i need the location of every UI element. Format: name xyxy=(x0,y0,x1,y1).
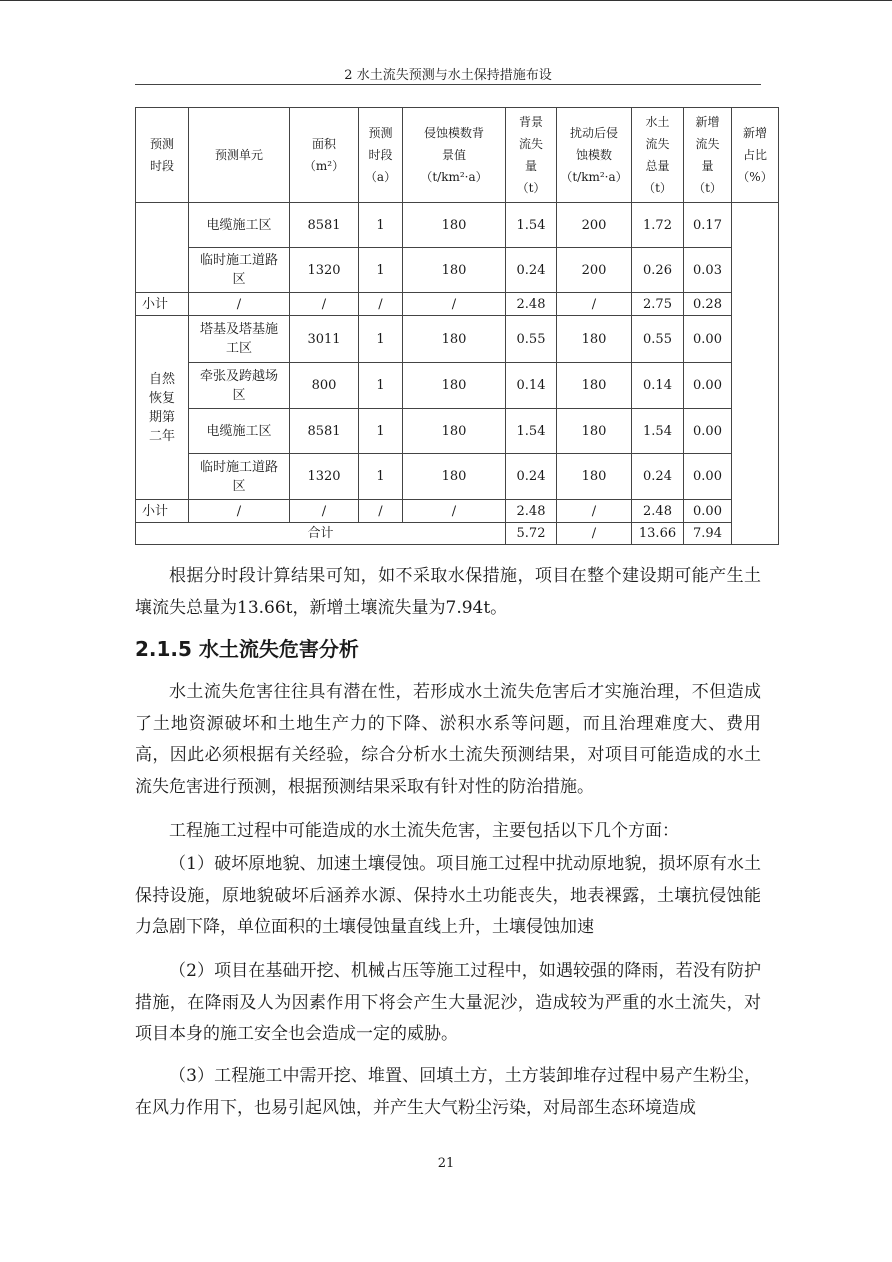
cell-bg-modulus: 180 xyxy=(403,203,506,248)
cell-unit: 电缆施工区 xyxy=(189,409,290,454)
cell-disturbed-modulus: 180 xyxy=(557,454,632,500)
header-duration: 预测 时段 （a） xyxy=(359,108,403,203)
header-unit: 预测单元 xyxy=(189,108,290,203)
cell-duration: 1 xyxy=(359,363,403,409)
list-item-1: （1）破坏原地貌、加速土壤侵蚀。项目施工过程中扰动原地貌，损坏原有水土保持设施，原地貌破坏后涵养水源、保持水土功能丧失，地表裸露，土壤抗侵蚀能力急剧下降，单位面积的土壤侵蚀量直线上升，土壤侵蚀加速 xyxy=(135,854,761,937)
cell-bg-loss: 1.54 xyxy=(506,409,557,454)
total-label: 合计 xyxy=(136,523,506,545)
cell-total-loss: 1.54 xyxy=(632,409,684,454)
header-area: 面积 （m²） xyxy=(290,108,359,203)
cell-new-loss: 0.00 xyxy=(684,500,732,523)
cell-new-ratio-empty xyxy=(732,203,779,545)
cell-total-loss: 1.72 xyxy=(632,203,684,248)
body-paragraph: 工程施工过程中可能造成的水土流失危害，主要包括以下几个方面： xyxy=(169,821,679,841)
cell-new-loss: 0.00 xyxy=(684,316,732,363)
total-disturbed-modulus: / xyxy=(557,523,632,545)
cell-bg-loss: 0.24 xyxy=(506,248,557,293)
cell-duration: / xyxy=(359,293,403,316)
cell-area: / xyxy=(290,293,359,316)
cell-area: 1320 xyxy=(290,454,359,500)
cell-bg-modulus: 180 xyxy=(403,409,506,454)
soil-loss-prediction-table xyxy=(135,107,779,545)
total-row xyxy=(136,523,779,545)
cell-duration: 1 xyxy=(359,316,403,363)
list-item-3: （3）工程施工中需开挖、堆置、回填土方，土方装卸堆存过程中易产生粉尘，在风力作用下，也易引起风蚀，并产生大气粉尘污染，对局部生态环境造成 xyxy=(135,1066,761,1118)
cell-unit: 塔基及塔基施 工区 xyxy=(189,316,290,363)
cell-new-loss: 0.00 xyxy=(684,363,732,409)
cell-area: 1320 xyxy=(290,248,359,293)
cell-duration: 1 xyxy=(359,409,403,454)
cell-area: 800 xyxy=(290,363,359,409)
cell-disturbed-modulus: 200 xyxy=(557,248,632,293)
cell-bg-loss: 2.48 xyxy=(506,500,557,523)
cell-new-loss: 0.00 xyxy=(684,409,732,454)
header-new-loss: 新增 流失 量 （t） xyxy=(684,108,732,203)
total-new-loss: 7.94 xyxy=(684,523,732,545)
subtotal-row xyxy=(136,293,779,316)
cell-unit: / xyxy=(189,293,290,316)
cell-bg-loss: 1.54 xyxy=(506,203,557,248)
top-border-line xyxy=(0,0,892,1)
cell-duration: 1 xyxy=(359,203,403,248)
cell-new-loss: 0.17 xyxy=(684,203,732,248)
period-cell-group2: 自然 恢复 期第 二年 xyxy=(136,316,189,500)
cell-new-loss: 0.28 xyxy=(684,293,732,316)
header-period: 预测 时段 xyxy=(136,108,189,203)
cell-disturbed-modulus: / xyxy=(557,500,632,523)
cell-total-loss: 0.14 xyxy=(632,363,684,409)
cell-bg-modulus: 180 xyxy=(403,316,506,363)
cell-unit: 临时施工道路 区 xyxy=(189,454,290,500)
table-row xyxy=(136,363,779,409)
cell-bg-modulus: / xyxy=(403,500,506,523)
cell-disturbed-modulus: 180 xyxy=(557,409,632,454)
header-total-loss: 水土 流失 总量 （t） xyxy=(632,108,684,203)
cell-unit: / xyxy=(189,500,290,523)
table-row xyxy=(136,454,779,500)
cell-duration: 1 xyxy=(359,454,403,500)
summary-paragraph: 根据分时段计算结果可知，如不采取水保措施，项目在整个建设期可能产生土壤流失总量为13.66t，新增土壤流失量为7.94t。 xyxy=(135,566,761,618)
total-bg-loss: 5.72 xyxy=(506,523,557,545)
cell-area: 8581 xyxy=(290,409,359,454)
section-heading: 2.1.5 水土流失危害分析 xyxy=(135,637,359,661)
cell-total-loss: 0.26 xyxy=(632,248,684,293)
cell-total-loss: 2.48 xyxy=(632,500,684,523)
table-row xyxy=(136,409,779,454)
subtotal-label: 小计 xyxy=(136,293,189,316)
cell-bg-loss: 0.14 xyxy=(506,363,557,409)
cell-new-loss: 0.03 xyxy=(684,248,732,293)
header-new-ratio: 新增 占比 （%） xyxy=(732,108,779,203)
cell-bg-loss: 2.48 xyxy=(506,293,557,316)
cell-disturbed-modulus: 200 xyxy=(557,203,632,248)
cell-area: / xyxy=(290,500,359,523)
cell-unit: 电缆施工区 xyxy=(189,203,290,248)
cell-unit: 牵张及跨越场 区 xyxy=(189,363,290,409)
table-row xyxy=(136,248,779,293)
header-disturbed-modulus: 扰动后侵 蚀模数 （t/km²·a） xyxy=(557,108,632,203)
cell-bg-modulus: 180 xyxy=(403,363,506,409)
cell-bg-modulus: 180 xyxy=(403,454,506,500)
cell-duration: 1 xyxy=(359,248,403,293)
subtotal-row xyxy=(136,500,779,523)
cell-duration: / xyxy=(359,500,403,523)
cell-bg-modulus: 180 xyxy=(403,248,506,293)
list-item-2: （2）项目在基础开挖、机械占压等施工过程中，如遇较强的降雨，若没有防护措施，在降雨及人为因素作用下将会产生大量泥沙，造成较为严重的水土流失，对项目本身的施工安全也会造成一定的威胁。 xyxy=(135,961,761,1044)
header-rule xyxy=(135,84,761,85)
cell-bg-loss: 0.55 xyxy=(506,316,557,363)
cell-disturbed-modulus: 180 xyxy=(557,316,632,363)
cell-total-loss: 0.24 xyxy=(632,454,684,500)
cell-unit: 临时施工道路 区 xyxy=(189,248,290,293)
cell-new-loss: 0.00 xyxy=(684,454,732,500)
total-total-loss: 13.66 xyxy=(632,523,684,545)
table-row xyxy=(136,316,779,363)
body-paragraph: 水土流失危害往往具有潜在性，若形成水土流失危害后才实施治理，不但造成了土地资源破坏和土地生产力的下降、淤积水系等问题，而且治理难度大、费用高，因此必须根据有关经验，综合分析水土流失预测结果，对项目可能造成的水土流失危害进行预测，根据预测结果采取有针对性的防治措施。 xyxy=(135,682,761,797)
header-bg-loss: 背景 流失 量 （t） xyxy=(506,108,557,203)
cell-area: 8581 xyxy=(290,203,359,248)
page-number: 21 xyxy=(437,1156,455,1171)
cell-bg-modulus: / xyxy=(403,293,506,316)
cell-area: 3011 xyxy=(290,316,359,363)
period-cell-group1 xyxy=(136,203,189,293)
cell-disturbed-modulus: 180 xyxy=(557,363,632,409)
cell-total-loss: 2.75 xyxy=(632,293,684,316)
cell-total-loss: 0.55 xyxy=(632,316,684,363)
table-row xyxy=(136,203,779,248)
running-header: 2 水土流失预测与水土保持措施布设 xyxy=(344,68,552,83)
header-bg-modulus: 侵蚀模数背 景值 （t/km²·a） xyxy=(403,108,506,203)
cell-bg-loss: 0.24 xyxy=(506,454,557,500)
cell-disturbed-modulus: / xyxy=(557,293,632,316)
subtotal-label: 小计 xyxy=(136,500,189,523)
